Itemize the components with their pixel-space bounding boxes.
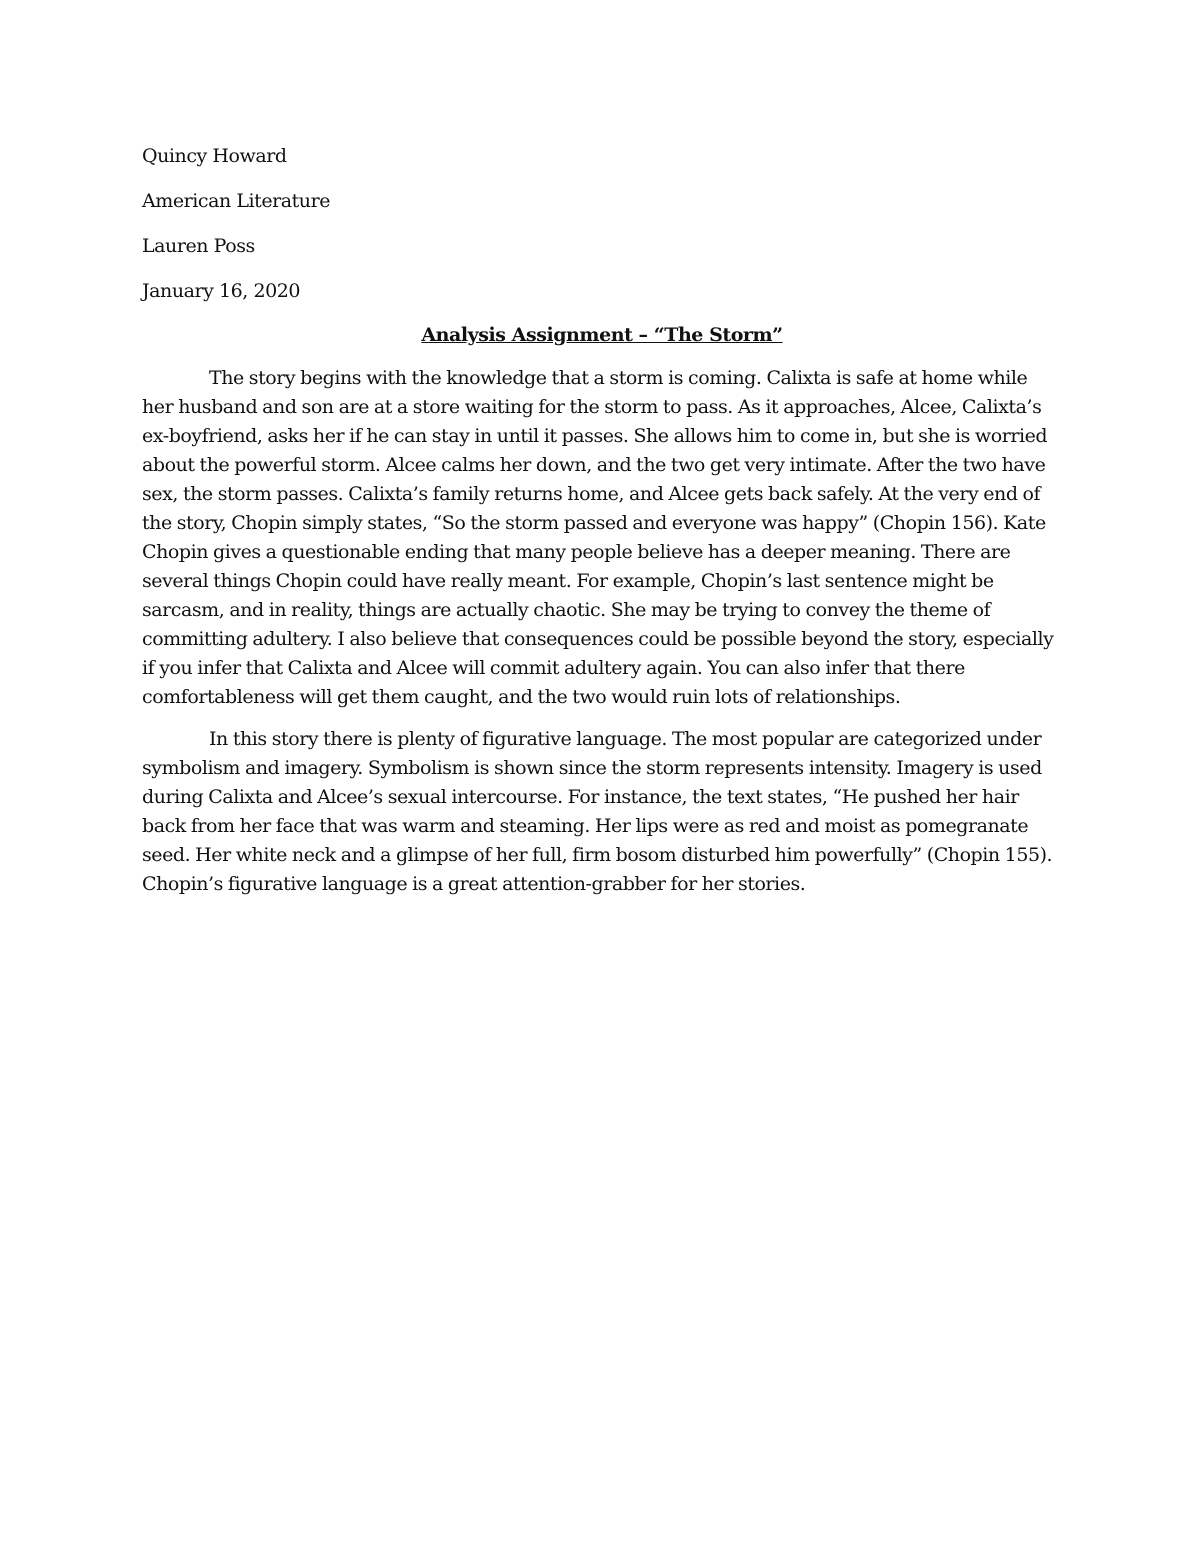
document-content [142,141,1062,912]
course-name: American Literature [142,190,331,212]
body-paragraph-1: The story begins with the knowledge that a storm is coming. Calixta is safe at home while her husband and son are at a store waiting for the storm to pass. As it approaches, Alcee, Calixta’s ex-boyfriend, asks her if he can stay in until it passes. She allows him to come in, but she is worried about the powerful storm. Alcee calms her down, and the two get very intimate. After the two have sex, the storm passes. Calixta’s family returns home, and Alcee gets back safely. At the very end of the story, Chopin simply states, “So the storm passed and everyone was happy” (Chopin 156). Kate Chopin gives a questionable ending that many people believe has a deeper meaning. There are several things Chopin could have really meant. For example, Chopin’s last sentence might be sarcasm, and in reality, things are actually chaotic. She may be trying to convey the theme of committing adultery. I also believe that consequences could be possible beyond the story, especially if you infer that Calixta and Alcee will commit adultery again. You can also infer that there comfortableness will get them caught, and the two would ruin lots of relationships. [142,367,1054,708]
document-title: Analysis Assignment – “The Storm” [421,324,783,346]
author-name: Quincy Howard [142,145,287,167]
document-date: January 16, 2020 [142,280,301,302]
instructor-name: Lauren Poss [142,235,255,257]
body-paragraph-2: In this story there is plenty of figurative language. The most popular are categorized under symbolism and imagery. Symbolism is shown since the storm represents intensity. Imagery is used during Calixta and Alcee’s sexual intercourse. For instance, the text states, “He pushed her hair back from her face that was warm and steaming. Her lips were as red and moist as pomegranate seed. Her white neck and a glimpse of her full, firm bosom disturbed him powerfully” (Chopin 155). Chopin’s figurative language is a great attention-grabber for her stories. [142,728,1053,895]
